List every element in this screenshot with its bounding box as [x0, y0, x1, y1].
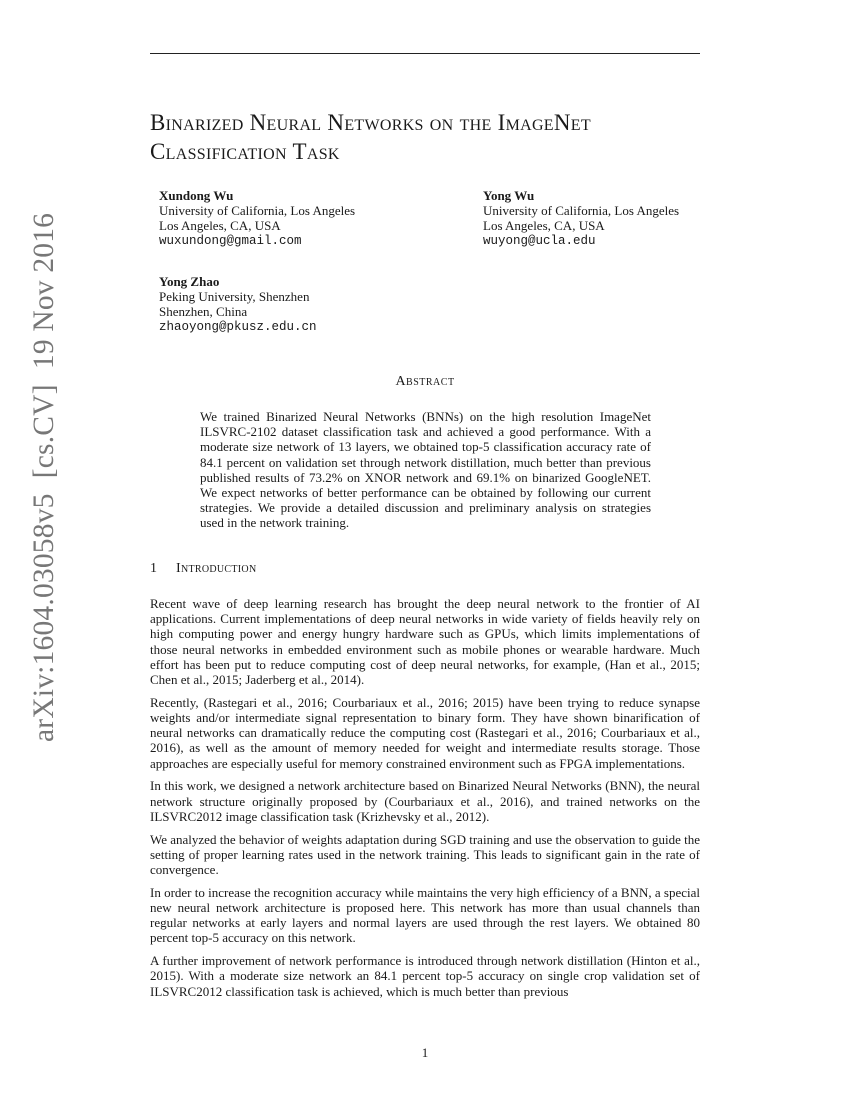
abstract-heading: Abstract [395, 374, 455, 389]
paper-title [150, 108, 710, 166]
section-heading [150, 561, 256, 577]
author-affiliation: University of California, Los Angeles [159, 203, 356, 219]
section-title: Introduction [176, 561, 257, 576]
author-name: Xundong Wu [159, 188, 234, 203]
arxiv-stamp: arXiv:1604.03058v5 [cs.CV] 19 Nov 2016 [28, 212, 60, 742]
paragraph: A further improvement of network performance is introduced through network distillation (Hinton et al., 2015). With a moderate size network an 84.1 percent top-5 accuracy on single crop validation set of ILSVRC2012 classification task is achieved, which is much better than previous [150, 953, 700, 999]
author-email[interactable]: wuxundong@gmail.com [159, 233, 302, 248]
author-block [159, 274, 317, 335]
author-email[interactable]: zhaoyong@pkusz.edu.cn [159, 319, 317, 334]
section-number: 1 [150, 561, 158, 576]
author-location: Los Angeles, CA, USA [483, 218, 605, 234]
section-body [150, 596, 700, 1006]
author-email[interactable]: wuyong@ucla.edu [483, 233, 596, 248]
author-name: Yong Zhao [159, 274, 220, 289]
title-line-1: Binarized Neural Networks on the ImageNet [150, 110, 591, 135]
paragraph: In order to increase the recognition accuracy while maintains the very high efficiency of a BNN, a special new neural network architecture is proposed here. This network has more than usual channels than regular networks at early layers and normal layers are used through the rest layers. We obtained 80 percent top-5 accuracy on this network. [150, 884, 700, 946]
author-location: Shenzhen, China [159, 304, 248, 320]
title-line-2: Classification Task [150, 139, 340, 164]
author-location: Los Angeles, CA, USA [159, 218, 281, 234]
abstract-text: We trained Binarized Neural Networks (BNNs) on the high resolution ImageNet ILSVRC-2102 dataset classification task and achieved a good performance. With a moderate size network of 13 layers, we obtained top-5 classification accuracy rate of 84.1 percent on validation set through network distillation, much better than previous published results of 73.2% on XNOR network and 69.1% on binarized GoogleNET. We expect networks of better performance can be obtained by following our current strategies. We provide a detailed discussion and preliminary analysis on strategies used in the network training. [200, 409, 651, 531]
paragraph: We analyzed the behavior of weights adaptation during SGD training and use the observation to guide the setting of proper learning rates used in the network training. This leads to significant gain in the rate of convergence. [150, 831, 700, 878]
author-name: Yong Wu [483, 188, 535, 203]
paragraph: Recent wave of deep learning research has brought the deep neural network to the frontier of AI applications. Current implementations of deep neural networks in wide variety of fields heavily rely on high computing power and energy hungry hardware such as GPUs, which limits implementations of those neural networks in embedded environment such as mobile phones or wearable hardware. Much effort has been put to reduce computing cost of deep neural networks, for example, (Han et al., 2015; Chen et al., 2015; Jaderberg et al., 2014). [150, 596, 700, 688]
author-block [159, 188, 355, 249]
author-affiliation: University of California, Los Angeles [483, 203, 680, 219]
author-affiliation: Peking University, Shenzhen [159, 289, 310, 305]
author-block [483, 188, 679, 249]
paragraph: Recently, (Rastegari et al., 2016; Courbariaux et al., 2016; 2015) have been trying to reduce synapse weights and/or intermediate signal representation to binary form. They have shown binarification of neural networks can dramatically reduce the computing cost (Rastegari et al., 2016; Courbariaux et al., 2016), as well as the amount of memory needed for weight and intermediate results storage. Those approaches are especially useful for memory constrained environment such as FPGA implementations. [150, 694, 700, 771]
page-number: 1 [421, 1045, 429, 1060]
top-rule [150, 53, 700, 54]
paragraph: In this work, we designed a network architecture based on Binarized Neural Networks (BNN), the neural network structure originally proposed by (Courbariaux et al., 2016), and trained networks on the ILSVRC2012 image classification task (Krizhevsky et al., 2012). [150, 778, 700, 824]
